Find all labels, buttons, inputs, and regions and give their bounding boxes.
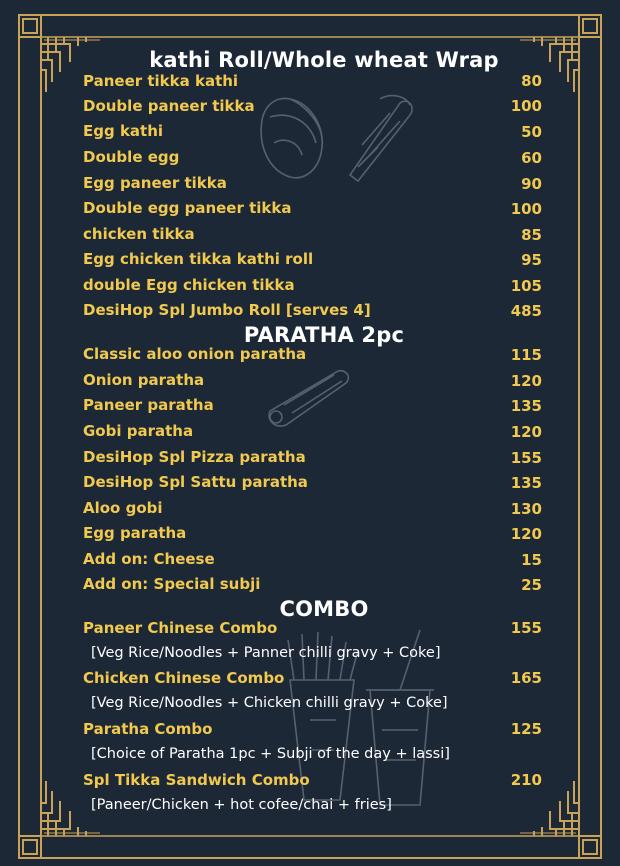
menu-item-price: 105 [510,277,542,295]
menu-item-name: chicken tikka [83,225,195,243]
menu-item-name: DesiHop Spl Pizza paratha [83,448,306,466]
menu-item-name: Egg kathi [83,122,164,140]
menu-item-name: Paneer Chinese Combo [83,619,278,637]
menu-item-name: Add on: Cheese [83,550,215,568]
wrap-sketch-icon [250,85,420,190]
menu-item-price: 50 [521,123,542,141]
menu-item-name: DesiHop Spl Jumbo Roll [serves 4] [83,301,371,319]
menu-item-price: 95 [521,251,542,269]
menu-item-price: 85 [521,226,542,244]
menu-item-price: 165 [510,669,542,687]
menu-item-name: Classic aloo onion paratha [83,345,307,363]
section-title-paratha: PARATHA 2pc [243,323,405,347]
menu-item-price: 120 [510,525,542,543]
menu-item-price: 90 [521,175,542,193]
menu-item-price: 210 [510,771,542,789]
menu-item-price: 155 [510,619,542,637]
paratha-roll-sketch-icon [262,365,354,431]
menu-item-name: Egg paneer tikka [83,174,227,192]
menu-item-price: 130 [510,500,542,518]
menu-item-price: 135 [510,397,542,415]
section-title-combo: COMBO [279,597,369,621]
menu-item-name: double Egg chicken tikka [83,276,295,294]
menu-item-description: [Veg Rice/Noodles + Chicken chilli gravy + Coke] [91,695,448,711]
menu-item-name: Aloo gobi [83,499,163,517]
menu-item-description: [Choice of Paratha 1pc + Subji of the day + lassi] [91,746,450,762]
menu-item-description: [Paneer/Chicken + hot cofee/chai + fries] [91,797,392,813]
menu-item-name: Double paneer tikka [83,97,255,115]
menu-item-name: Double egg paneer tikka [83,199,292,217]
menu-item-price: 125 [510,720,542,738]
menu-item-price: 120 [510,372,542,390]
menu-item-name: Gobi paratha [83,422,194,440]
menu-item-name: Paneer tikka kathi [83,72,239,90]
menu-item-name: Add on: Special subji [83,575,261,593]
menu-item-name: Chicken Chinese Combo [83,669,285,687]
menu-item-name: Double egg [83,148,180,166]
menu-item-price: 80 [521,72,542,90]
menu-item-price: 15 [521,551,542,569]
menu-item-name: DesiHop Spl Sattu paratha [83,473,308,491]
section-title-kathi-roll: kathi Roll/Whole wheat Wrap [149,48,499,72]
menu-item-price: 120 [510,423,542,441]
menu-item-name: Egg paratha [83,524,187,542]
menu-item-price: 115 [510,346,542,364]
menu-item-price: 100 [510,97,542,115]
menu-item-name: Egg chicken tikka kathi roll [83,250,314,268]
menu-item-price: 135 [510,474,542,492]
menu-item-description: [Veg Rice/Noodles + Panner chilli gravy + Coke] [91,645,441,661]
menu-item-name: Onion paratha [83,371,205,389]
menu-item-name: Paratha Combo [83,720,213,738]
menu-item-price: 25 [521,576,542,594]
menu-item-name: Paneer paratha [83,396,214,414]
menu-item-name: Spl Tikka Sandwich Combo [83,771,310,789]
menu-item-price: 100 [510,200,542,218]
menu-item-price: 485 [510,302,542,320]
menu-item-price: 155 [510,449,542,467]
menu-item-price: 60 [521,149,542,167]
